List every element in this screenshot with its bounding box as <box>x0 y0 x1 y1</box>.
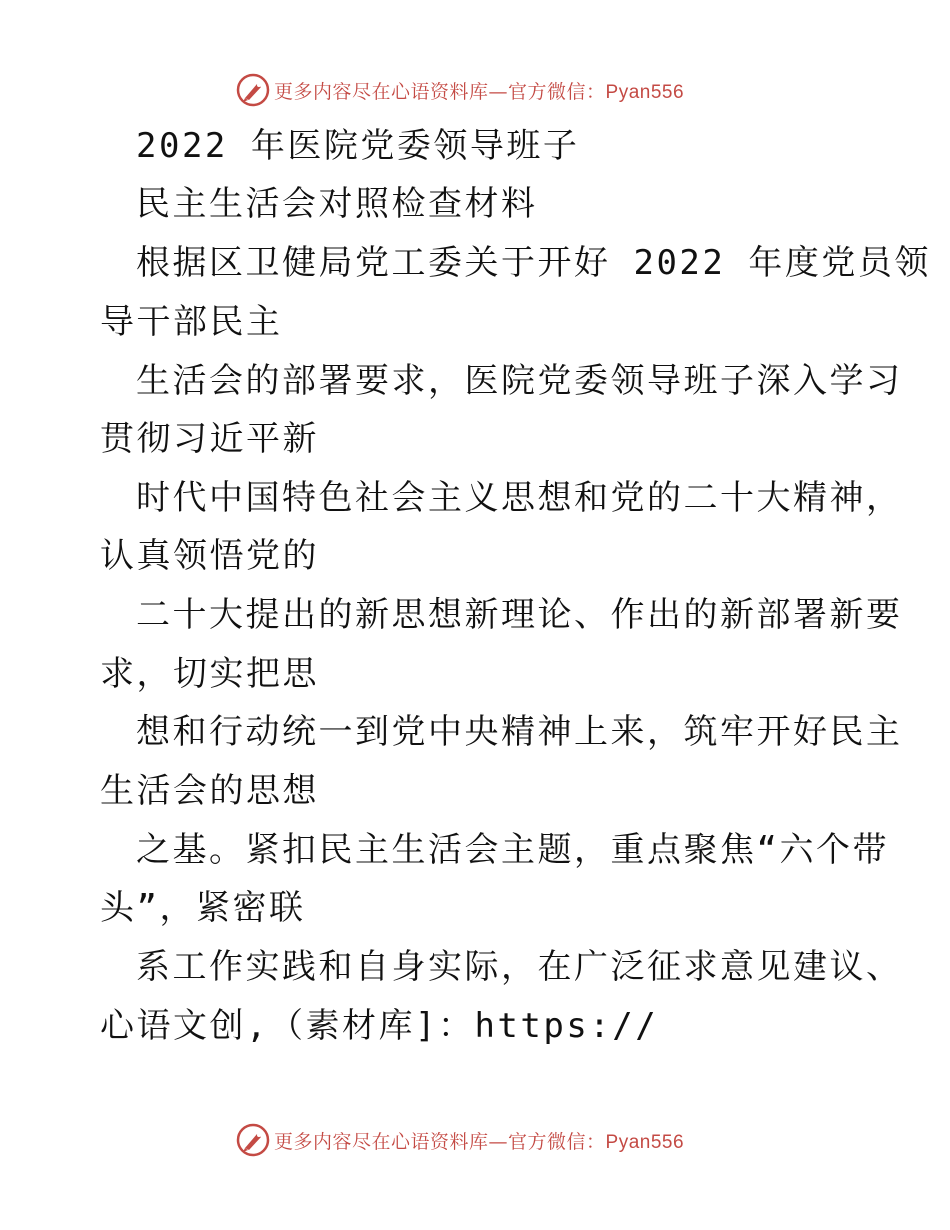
watermark-wechat-id: Pyan556 <box>605 1131 685 1153</box>
doc-line: 根据区卫健局党工委关于开好 2022 年度党员领 <box>136 243 931 283</box>
watermark-text <box>274 1127 684 1154</box>
doc-line: 二十大提出的新思想新理论、作出的新部署新要 <box>136 595 903 635</box>
doc-line: 头”，紧密联 <box>100 888 306 928</box>
pen-logo-icon <box>236 73 270 107</box>
doc-subtitle-line: 民主生活会对照检查材料 <box>136 184 538 224</box>
doc-line: 认真领悟党的 <box>100 536 319 576</box>
watermark-label: 更多内容尽在心语资料库—官方微信： <box>274 1130 606 1153</box>
doc-title-line: 2022 年医院党委领导班子 <box>136 126 580 166</box>
doc-line: 时代中国特色社会主义思想和党的二十大精神， <box>136 478 903 518</box>
watermark-label: 更多内容尽在心语资料库—官方微信： <box>274 80 606 103</box>
doc-line: 求，切实把思 <box>100 654 319 694</box>
doc-line: 心语文创,（素材库]：https:// <box>100 1006 659 1046</box>
watermark-banner-top <box>236 73 684 107</box>
watermark-text <box>274 77 684 104</box>
doc-line: 想和行动统一到党中央精神上来，筑牢开好民主 <box>136 712 903 752</box>
watermark-wechat-id: Pyan556 <box>605 81 685 103</box>
doc-line: 系工作实践和自身实际，在广泛征求意见建议、 <box>136 947 903 987</box>
doc-line: 生活会的部署要求，医院党委领导班子深入学习 <box>136 361 903 401</box>
doc-line: 生活会的思想 <box>100 771 319 811</box>
doc-line: 贯彻习近平新 <box>100 419 319 459</box>
doc-line: 之基。紧扣民主生活会主题，重点聚焦“六个带 <box>136 830 889 870</box>
pen-logo-icon <box>236 1123 270 1157</box>
doc-line: 导干部民主 <box>100 302 283 342</box>
watermark-banner-bottom <box>236 1123 684 1157</box>
